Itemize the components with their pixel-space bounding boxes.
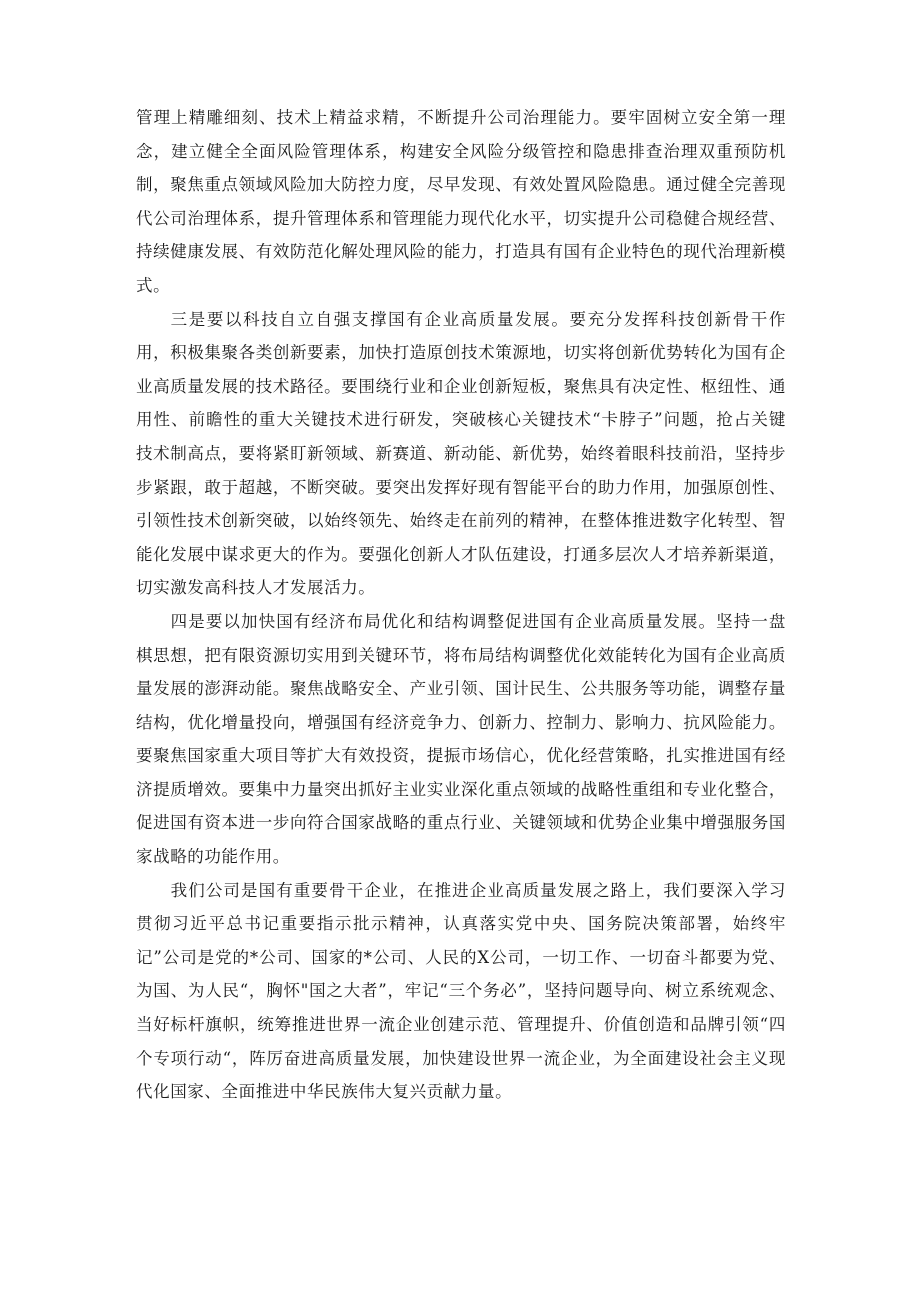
document-body [136,101,786,1109]
paragraph-governance-continuation: 管理上精雕细刻、技术上精益求精，不断提升公司治理能力。要牢固树立安全第一理念，建立健全全面风险管理体系，构建安全风险分级管控和隐患排查治理双重预防机制，聚焦重点领域风险加大防控力度，尽早发现、有效处置风险隐患。通过健全完善现代公司治理体系，提升管理体系和管理能力现代化水平，切实提升公司稳健合规经营、持续健康发展、有效防范化解处理风险的能力，打造具有国有企业特色的现代治理新模式。 [136,108,786,295]
paragraph-company-commitment: 我们公司是国有重要骨干企业，在推进企业高质量发展之路上，我们要深入学习贯彻习近平总书记重要指示批示精神，认真落实党中央、国务院决策部署，始终牢记”公司是党的*公司、国家的*公司、人民的X公司，一切工作、一切奋斗都要为党、为国、为人民“，胸怀"国之大者”，牢记“三个务必”，坚持问题导向、树立系统观念、当好标杆旗帜，统筹推进世界一流企业创建示范、管理提升、价值创造和品牌引领“四个专项行动“，阵厉奋进高质量发展，加快建设世界一流企业，为全面建设社会主义现代化国家、全面推进中华民族伟大复兴贡献力量。 [136,880,786,1102]
paragraph-technology-self-reliance: 三是要以科技自立自强支撑国有企业高质量发展。要充分发挥科技创新骨干作用，积极集聚各类创新要素，加快打造原创技术策源地，切实将创新优势转化为国有企业高质量发展的技术路径。要围绕行业和企业创新短板，聚焦具有决定性、枢纽性、通用性、前瞻性的重大关键技术进行研发，突破核心关键技术“卡脖子”问题，抢占关键技术制高点，要将紧盯新领域、新赛道、新动能、新优势，始终着眼科技前沿，坚持步步紧跟，敢于超越，不断突破。要突出发挥好现有智能平台的助力作用，加强原创性、引领性技术创新突破，以始终领先、始终走在前列的精神，在整体推进数字化转型、智能化发展中谋求更大的作为。要强化创新人才队伍建设，打通多层次人才培养新渠道，切实激发高科技人才发展活力。 [136,309,786,598]
paragraph-layout-optimization: 四是要以加快国有经济布局优化和结构调整促进国有企业高质量发展。坚持一盘棋思想，把有限资源切实用到关键环节，将布局结构调整优化效能转化为国有企业高质量发展的澎湃动能。聚焦战略安全、产业引领、国计民生、公共服务等功能，调整存量结构，优化增量投向，增强国有经济竞争力、创新力、控制力、影响力、抗风险能力。要聚焦国家重大项目等扩大有效投资，提振市场信心，优化经营策略，扎实推进国有经济提质增效。要集中力量突出抓好主业实业深化重点领域的战略性重组和专业化整合，促进国有资本进一步向符合国家战略的重点行业、关键领域和优势企业集中增强服务国家战略的功能作用。 [136,611,786,867]
